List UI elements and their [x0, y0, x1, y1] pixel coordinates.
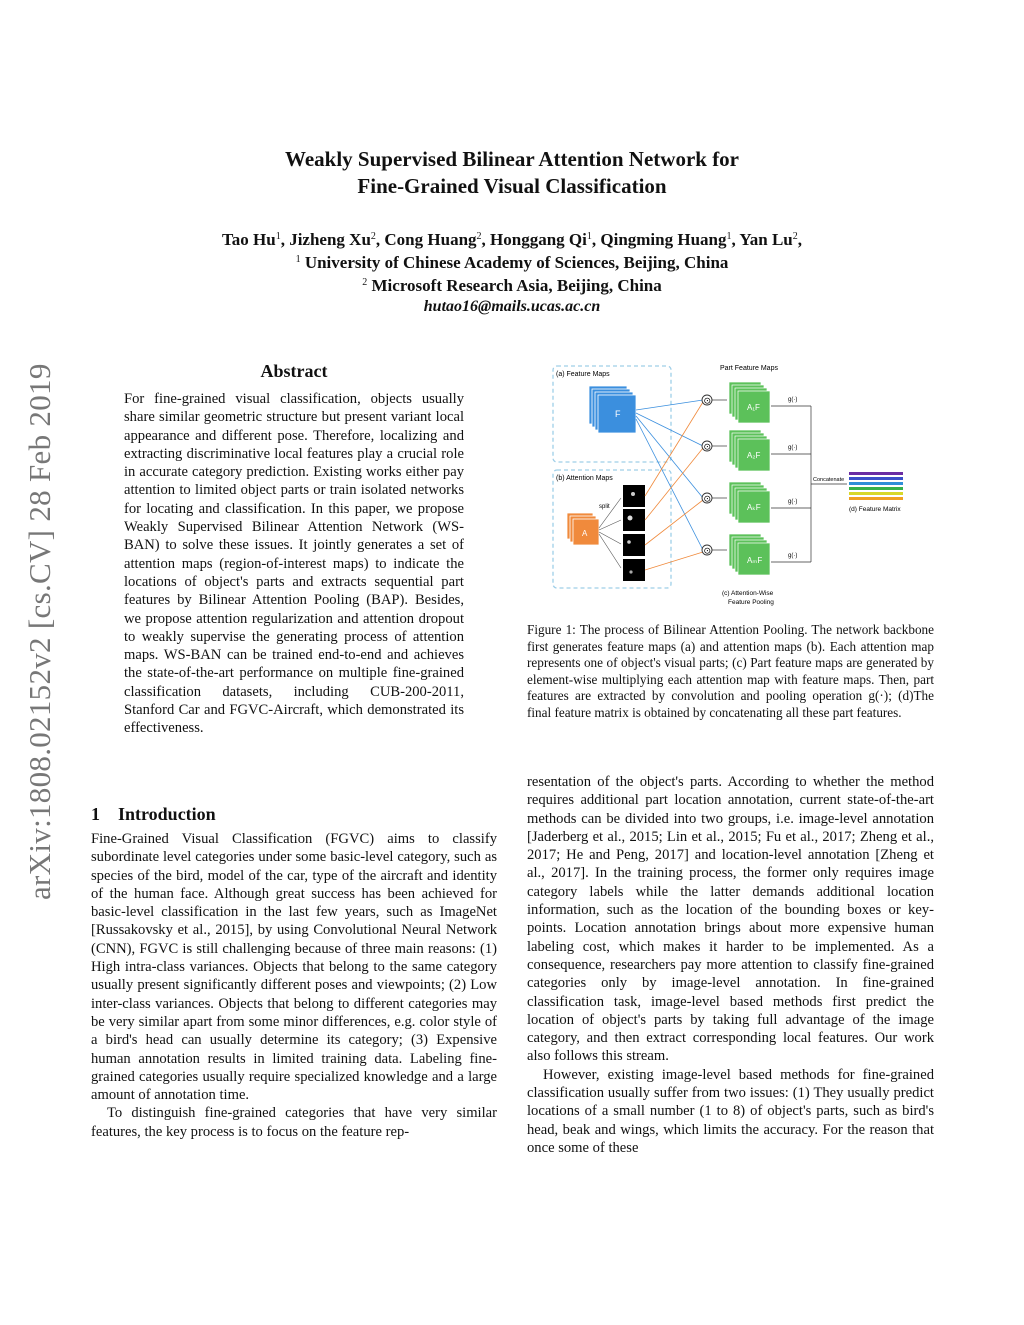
feature-arrows — [636, 400, 703, 550]
right-column — [527, 773, 934, 1157]
g-label-3: g(·) — [788, 499, 798, 505]
attention-input-stack — [567, 513, 599, 545]
part-row-2 — [702, 430, 811, 471]
intro-paragraph-2-cont: resentation of the object's parts. According to whether the method requires additional part location annotation, current state-of-the-art methods can be divided into two groups, i.e. image-level annotation [Jaderberg et al., 2015; Lin et al., 2015; Fu et al., 2017; Zheng et al., 2017; He and Peng, 2017] and location-level annotation [Zheng et al., 2017]. In the training process, the former only requires image category labels while the latter demands additional location information, such as the location of the bounding boxes or key-points. Location annotation brings about more expensive human labeling cost, which makes it harder to be implemented. As a consequence, researchers pay more attention to classify fine-grained categories only by image-level annotation. In fine-grained classification task, image-level based methods first predict the location of object's parts by taking full advantage of the image category, and then extract corresponding local features. Our work also follows this stream. — [527, 774, 934, 1065]
label-attention-wise: (c) Attention-Wise — [722, 590, 774, 597]
part-row-4 — [702, 534, 811, 575]
section-heading — [91, 804, 234, 825]
intro-paragraph-3: However, existing image-level based methods for fine-grained classification usually suffer from two issues: (1) They usually predict locations of a small number (1 to 8) of object's parts, such as bird's head, beak and wings, which limits the accuracy. For the reason that once some of these — [527, 1066, 934, 1156]
title-line-1: Weakly Supervised Bilinear Attention Network for — [284, 147, 740, 171]
odot-1: ⊙ — [703, 395, 712, 406]
author-block — [100, 228, 924, 317]
title-line-2: Fine-Grained Visual Classification — [357, 174, 667, 198]
attention-map-tiles — [623, 485, 645, 581]
section-number: 1 — [91, 804, 100, 824]
figure-1-caption: Figure 1: The process of Bilinear Attention Pooling. The network backbone first generates feature maps (a) and attention maps (b). Each attention map represents one of object's visual parts; (c) Part feature maps are generated by element-wise multiplying each attention map with feature maps. Then, part features are extracted by convolution and pooling operation g(·); (d)The final feature matrix is obtained by concatenating all these part features. — [527, 622, 934, 720]
affiliation-1: $^1$ University of Chinese Academy of Sciences, Beijing, China — [295, 253, 729, 272]
odot-2: ⊙ — [703, 441, 712, 452]
label-feature-matrix: (d) Feature Matrix — [849, 506, 901, 513]
section-title: Introduction — [118, 804, 216, 824]
part-label-2: A₂F — [747, 451, 761, 460]
label-F: F — [615, 409, 621, 419]
attention-arrows — [645, 402, 703, 570]
label-attention-maps: (b) Attention Maps — [556, 475, 613, 482]
label-feature-pooling: Feature Pooling — [728, 599, 774, 606]
odot-4: ⊙ — [703, 545, 712, 556]
feature-maps-stack — [589, 386, 636, 433]
label-A: A — [582, 529, 588, 538]
feature-matrix — [849, 472, 903, 500]
intro-paragraph-1: Fine-Grained Visual Classification (FGVC) aims to classify subordinate level categories under some basic-level category, such as species of the bird, model of the car, type of the aircraft and identity of the human face. Although great success has been achieved for basic-level classification in the last few years, such as ImageNet [Russakovsky et al., 2015], by using Convolutional Neural Network (CNN), FGVC is still challenging because of three main reasons: (1) High intra-class variances. Objects that belong to the same category usually present significantly different poses and viewpoints; (2) Low inter-class variances. Objects that belong to different categories may be very similar apart from some minor differences, e.g. color style of a bird's head can usually determine its category; (3) Expensive human annotation results in limited training data. Labeling fine-grained categories usually require specialized knowledge and a large amount of annotation time. — [91, 831, 497, 1104]
abstract-text: For fine-grained visual classification, objects usually share similar geometric structure but present variant local appearance and different pose. Therefore, localizing and extracting discriminative local features play a crucial role in accurate category prediction. Existing works either pay attention to limited object parts or train isolated networks for locating and classification. In this paper, we propose Weakly Supervised Bilinear Attention Network (WS-BAN) to solve these issues. It jointly generates a set of attention maps (region-of-interest maps) to indicate the locations of object's parts and extracts sequential part features by Bilinear Attention Pooling (BAP). Besides, we propose attention regularization and attention dropout to weakly supervise the generating process of attention maps. WS-BAN can be trained end-to-end and achieves the state-of-the-art performance on multiple fine-grained classification datasets, including CUB-200-2011, Stanford Car and FGVC-Aircraft, which demonstrated its effectiveness. — [124, 391, 464, 737]
part-label-1: A₁F — [747, 403, 760, 412]
part-row-3 — [702, 482, 811, 523]
label-concatenate: Concatenate — [813, 477, 845, 483]
g-label-2: g(·) — [788, 445, 798, 451]
affiliation-2: $^2$ Microsoft Research Asia, Beijing, China — [362, 276, 662, 295]
figure-1 — [527, 358, 934, 610]
odot-3: ⊙ — [703, 493, 712, 504]
part-label-3: AₖF — [747, 503, 761, 512]
g-label-4: g(·) — [788, 553, 798, 559]
author-list: Tao Hu$^1$, Jizheng Xu$^2$, Cong Huang$^2$, Honggang Qi$^1$, Qingming Huang$^1$, Yan Lu$^2$, — [221, 230, 803, 249]
left-column — [91, 830, 497, 1141]
g-label-1: g(·) — [788, 397, 798, 403]
part-label-4: AₘF — [747, 556, 763, 565]
part-row-1 — [702, 382, 811, 423]
label-feature-maps: (a) Feature Maps — [556, 371, 610, 378]
paper-title — [150, 146, 874, 200]
arxiv-stamp: arXiv:1808.02152v2 [cs.CV] 28 Feb 2019 — [22, 363, 57, 900]
author-email: hutao16@mails.ucas.ac.cn — [423, 298, 601, 315]
label-part-feature-maps: Part Feature Maps — [720, 365, 778, 372]
label-split: split — [599, 504, 610, 510]
intro-paragraph-2-start: To distinguish fine-grained categories that have very similar features, the key process is to focus on the feature rep- — [91, 1105, 497, 1140]
abstract-heading: Abstract — [260, 361, 328, 381]
